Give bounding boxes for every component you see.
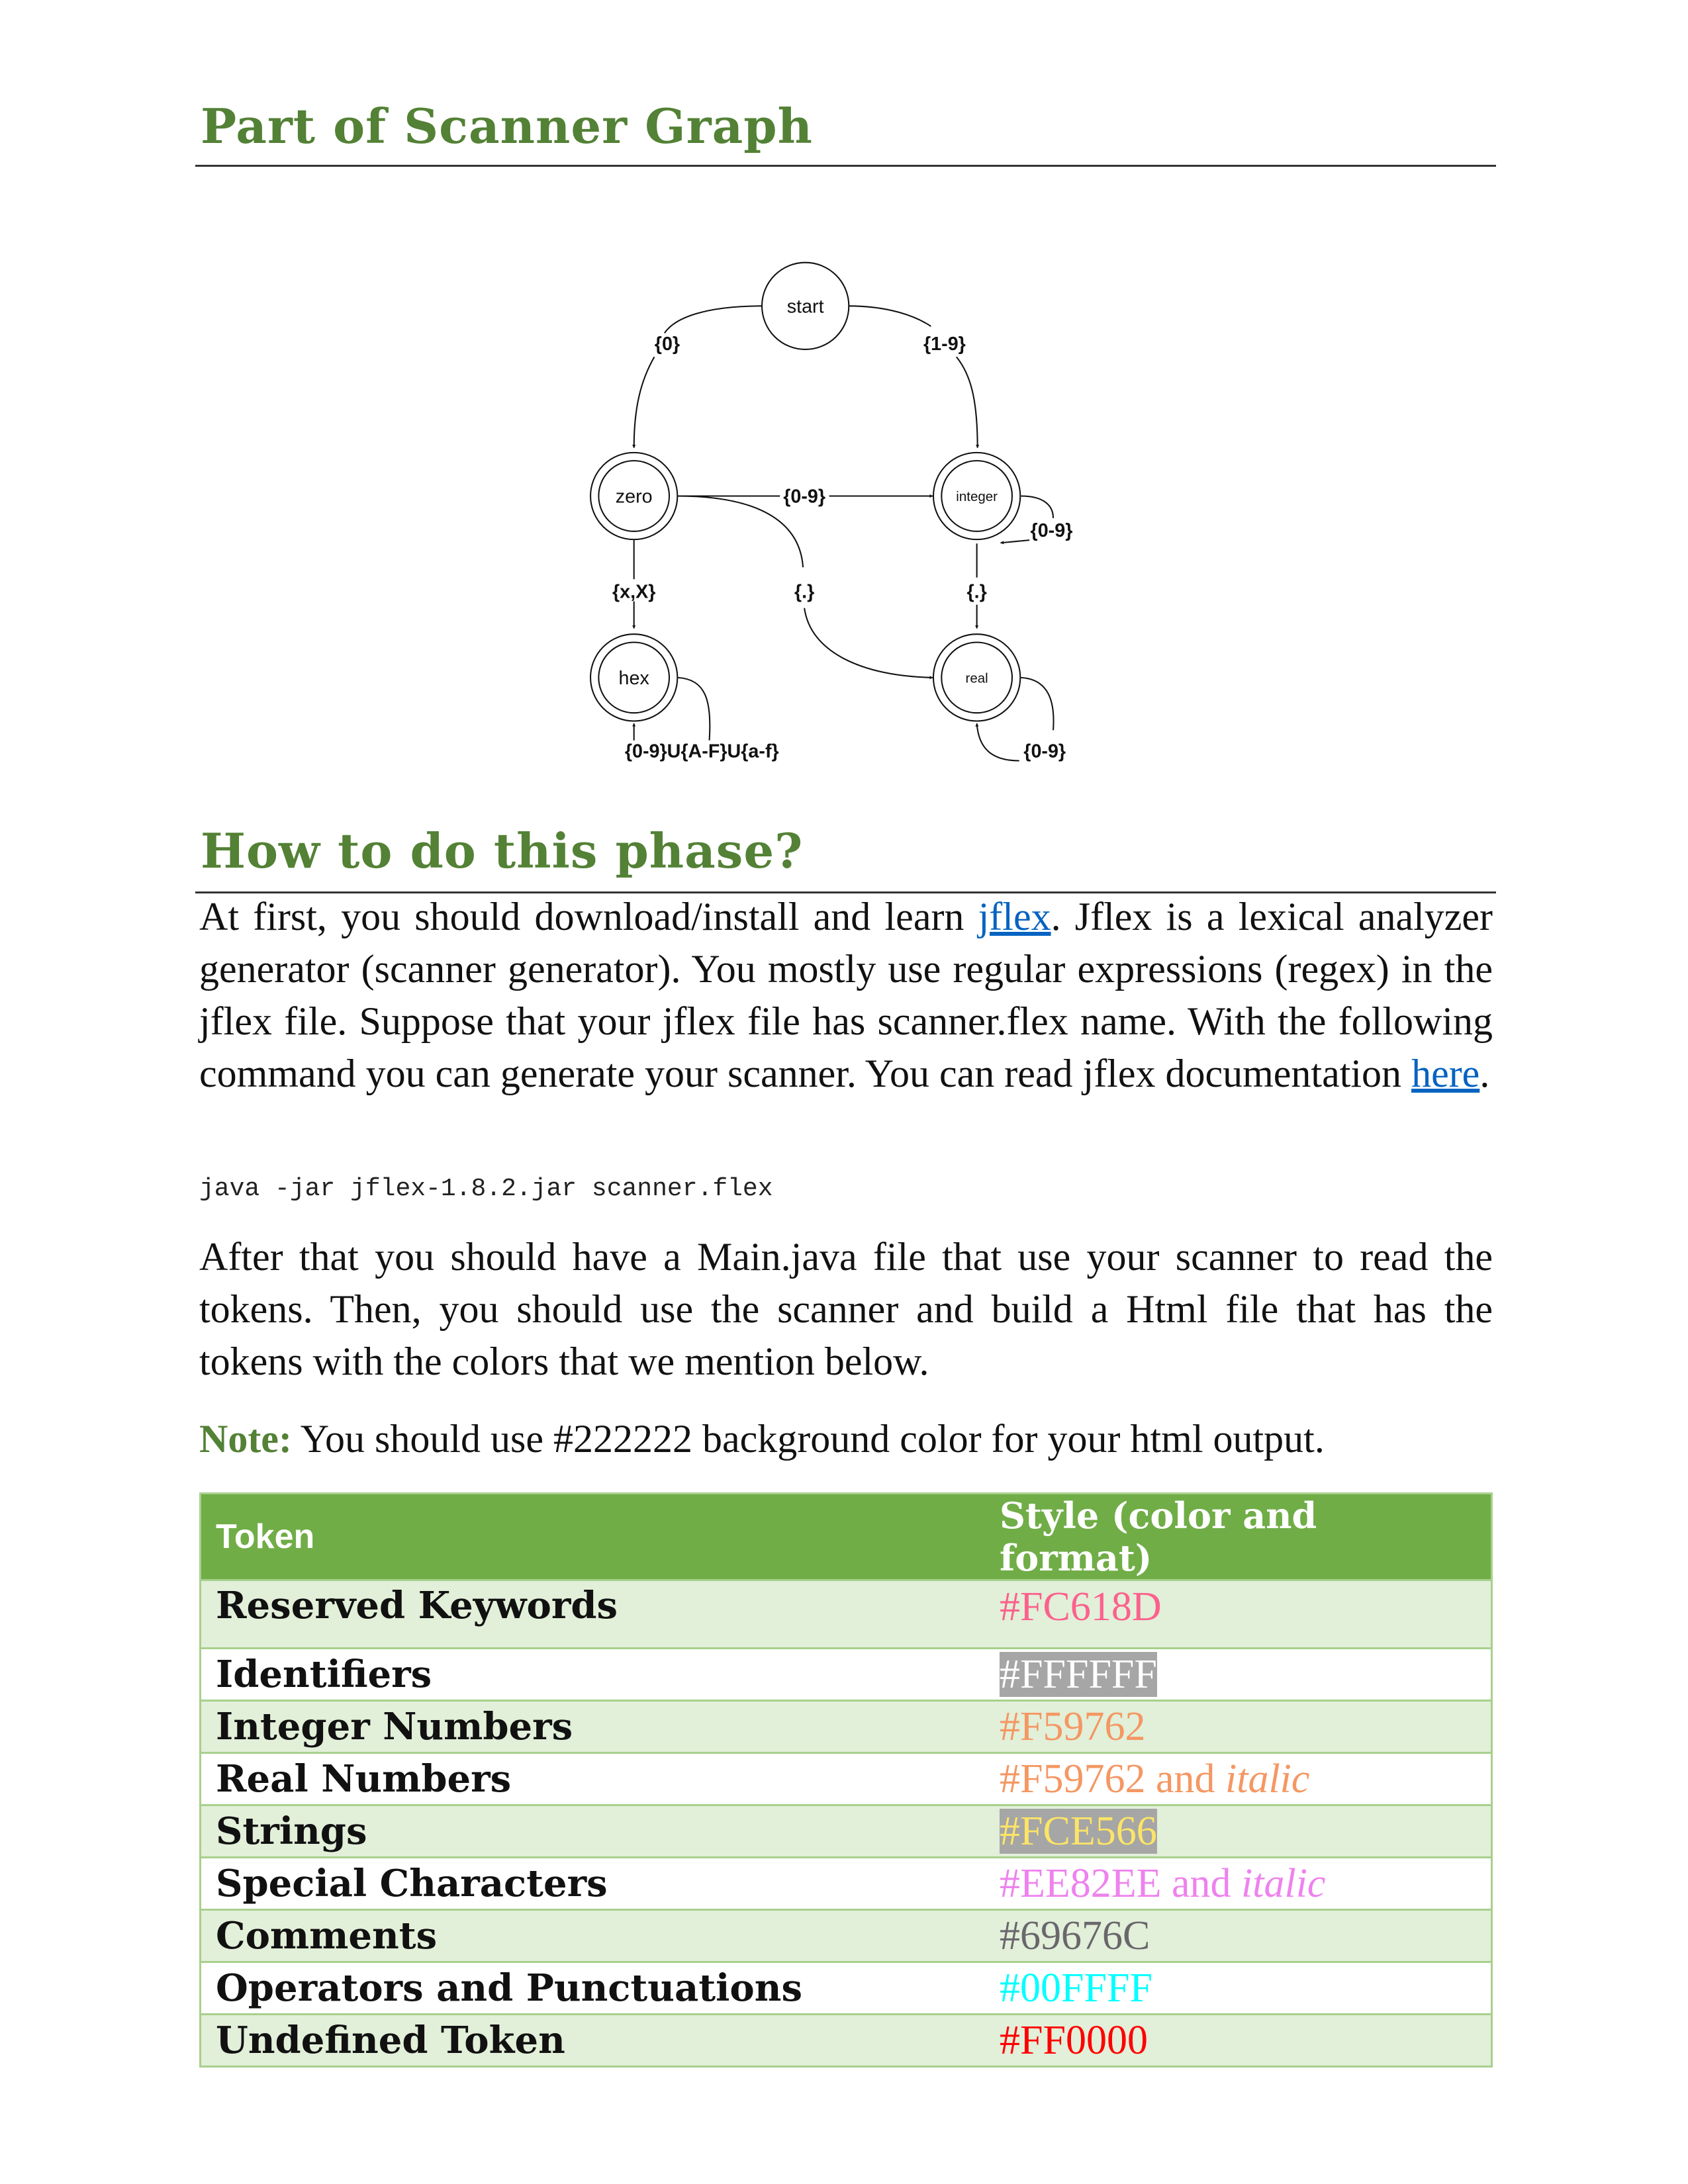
table-row bbox=[201, 1649, 1492, 1701]
edge-start-integer bbox=[849, 306, 978, 447]
token-name: Undefined Token bbox=[201, 2015, 986, 2067]
edge-start-zero bbox=[634, 306, 763, 447]
documentation-link[interactable]: here bbox=[1411, 1052, 1480, 1095]
style-format: italic bbox=[1241, 1860, 1326, 1906]
style-color-value: #00FFFF bbox=[1000, 1965, 1152, 2011]
header-token: Token bbox=[201, 1494, 986, 1580]
token-style bbox=[985, 1580, 1492, 1649]
header-style: Style (color and format) bbox=[985, 1494, 1492, 1580]
text: At first, you should download/install and learn bbox=[199, 895, 978, 938]
table-row bbox=[201, 1962, 1492, 2015]
token-name: Special Characters bbox=[201, 1858, 986, 1910]
edge-label-hex-self: {0-9}U{A-F}U{a-f} bbox=[624, 741, 779, 762]
intro-paragraph bbox=[199, 891, 1493, 1100]
token-name: Strings bbox=[201, 1805, 986, 1858]
text: . bbox=[1479, 1052, 1490, 1095]
token-style bbox=[985, 1910, 1492, 1962]
style-color-value: #FFFFFF bbox=[1000, 1651, 1157, 1697]
table-row bbox=[201, 1753, 1492, 1805]
style-color-value: #EE82EE and bbox=[1000, 1860, 1242, 1906]
note-paragraph bbox=[199, 1413, 1493, 1465]
main-java-paragraph: After that you should have a Main.java file that use your scanner to read the tokens. Then, you should use the scanner and build a Html file that has the tokens with the colors that we mention below. bbox=[199, 1235, 1493, 1383]
node-label-integer: integer bbox=[956, 489, 998, 505]
note-label: Note: bbox=[199, 1417, 292, 1461]
token-name: Operators and Punctuations bbox=[201, 1962, 986, 2015]
edge-label-start-integer: {1-9} bbox=[923, 333, 966, 355]
node-label-real: real bbox=[965, 670, 988, 686]
token-style bbox=[985, 1858, 1492, 1910]
table-row bbox=[201, 1805, 1492, 1858]
table-row bbox=[201, 2015, 1492, 2067]
edge-label-start-zero: {0} bbox=[654, 333, 680, 355]
edge-label-zero-real: {.} bbox=[794, 581, 815, 603]
token-name: Integer Numbers bbox=[201, 1701, 986, 1753]
style-color-value: #F59762 and bbox=[1000, 1756, 1225, 1801]
edge-label-real-self: {0-9} bbox=[1023, 741, 1066, 762]
table-row bbox=[201, 1910, 1492, 1962]
token-style-table bbox=[199, 1492, 1493, 2068]
table-row bbox=[201, 1858, 1492, 1910]
section-title-scanner-graph: Part of Scanner Graph bbox=[201, 98, 813, 154]
token-style bbox=[985, 1805, 1492, 1858]
style-color-value: #F59762 bbox=[1000, 1704, 1146, 1749]
token-style bbox=[985, 2015, 1492, 2067]
note-text: You should use #222222 background color for your html output. bbox=[291, 1417, 1325, 1461]
command-code: java -jar jflex-1.8.2.jar scanner.flex bbox=[199, 1175, 773, 1203]
table-row bbox=[201, 1701, 1492, 1753]
style-color-value: #FC618D bbox=[1000, 1584, 1162, 1629]
style-color-value: #69676C bbox=[1000, 1913, 1150, 1958]
edge-label-integer-self: {0-9} bbox=[1030, 520, 1073, 542]
token-name: Comments bbox=[201, 1910, 986, 1962]
style-format: italic bbox=[1225, 1756, 1310, 1801]
section-title-how-to: How to do this phase? bbox=[201, 823, 804, 879]
style-color-value: #FCE566 bbox=[1000, 1808, 1157, 1854]
token-style bbox=[985, 1962, 1492, 2015]
edge-label-zero-hex: {x,X} bbox=[612, 581, 656, 603]
token-name: Identifiers bbox=[201, 1649, 986, 1701]
token-name: Reserved Keywords bbox=[201, 1580, 986, 1649]
heading-rule bbox=[195, 165, 1496, 167]
token-style bbox=[985, 1701, 1492, 1753]
table-row bbox=[201, 1580, 1492, 1649]
node-label-zero: zero bbox=[615, 486, 653, 508]
text: . Jflex is a lexical analyzer generator (scanner generator). You mostly use regular expressions (regex) in the jflex file. Suppose that your jflex file has scanner.flex name. With the following command you can generate your scanner. You can read jflex documentation bbox=[199, 895, 1493, 1095]
edge-label-integer-real: {.} bbox=[966, 581, 987, 603]
node-label-hex: hex bbox=[618, 668, 649, 690]
style-color-value: #FF0000 bbox=[1000, 2017, 1148, 2063]
token-style bbox=[985, 1649, 1492, 1701]
token-name: Real Numbers bbox=[201, 1753, 986, 1805]
node-label-start: start bbox=[786, 296, 824, 318]
scanner-graph-diagram bbox=[563, 245, 1092, 774]
edge-label-zero-integer: {0-9} bbox=[783, 486, 826, 508]
token-style bbox=[985, 1753, 1492, 1805]
jflex-link[interactable]: jflex bbox=[978, 895, 1051, 938]
